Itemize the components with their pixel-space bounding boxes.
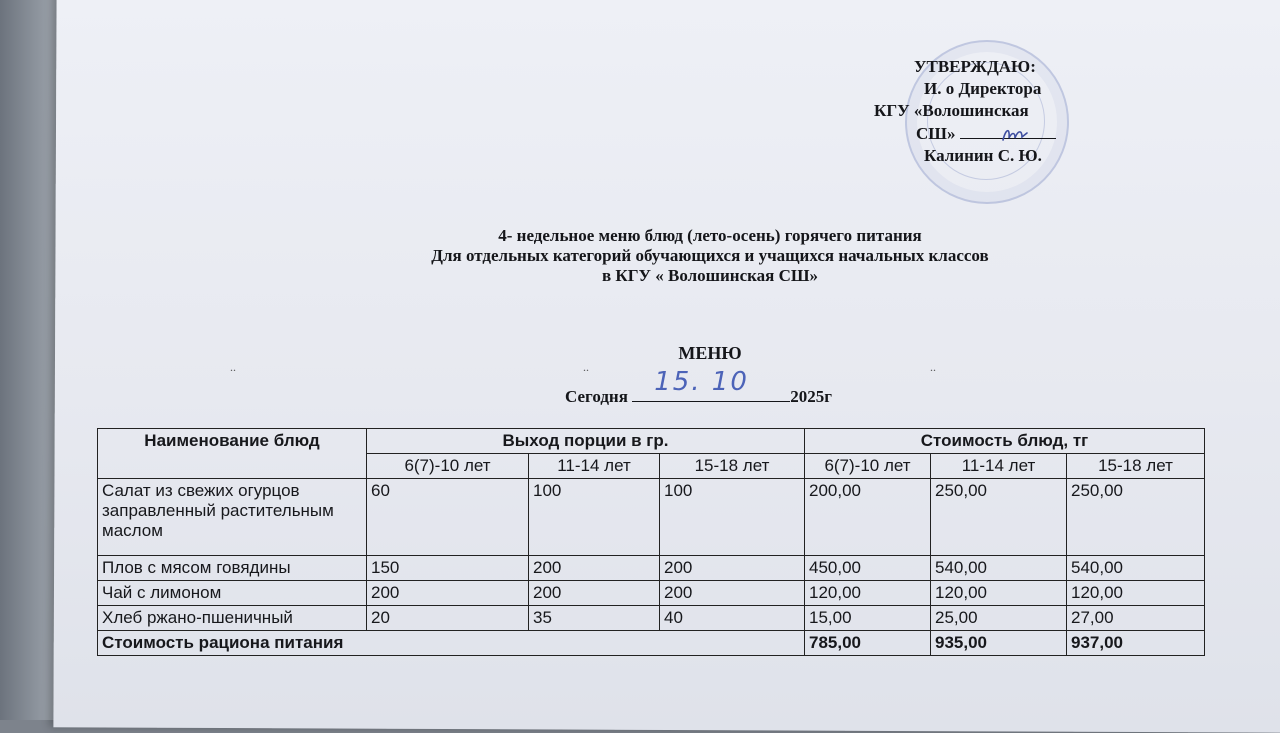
value-cell: 20 <box>367 606 529 631</box>
value-cell: 100 <box>660 479 805 556</box>
value-cell: 540,00 <box>931 556 1067 581</box>
title-line-1: 4- недельное меню блюд (лето-осень) горячего питания <box>498 226 922 245</box>
value-cell: 200 <box>367 581 529 606</box>
value-cell: 200 <box>660 581 805 606</box>
document-title <box>300 226 1120 286</box>
approval-director-name: Калинин С. Ю. <box>924 146 1042 165</box>
value-cell: 15,00 <box>805 606 931 631</box>
age-group-cell: 6(7)-10 лет <box>367 454 529 479</box>
menu-heading: МЕНЮ <box>678 343 742 363</box>
approval-heading: УТВЕРЖДАЮ: <box>914 57 1036 76</box>
total-cost-cell: 937,00 <box>1067 631 1205 656</box>
value-cell: 27,00 <box>1067 606 1205 631</box>
header-portion: Выход порции в гр. <box>367 429 805 454</box>
value-cell: 250,00 <box>931 479 1067 556</box>
header-dish: Наименование блюд <box>98 429 367 479</box>
value-cell: 200 <box>529 581 660 606</box>
approval-organization-cont: СШ» <box>916 124 956 143</box>
age-group-cell: 11-14 лет <box>529 454 660 479</box>
value-cell: 540,00 <box>1067 556 1205 581</box>
table-row <box>98 556 1205 581</box>
speck-mark: .. <box>230 360 236 374</box>
table-header-row <box>98 429 1205 454</box>
total-cost-cell: 785,00 <box>805 631 931 656</box>
handwritten-date: 15. 10 <box>654 367 749 397</box>
header-cost: Стоимость блюд, тг <box>805 429 1205 454</box>
value-cell: 120,00 <box>1067 581 1205 606</box>
total-row <box>98 631 1205 656</box>
approval-organization: КГУ «Волошинская <box>874 101 1029 120</box>
title-line-2: Для отдельных категорий обучающихся и учащихся начальных классов <box>431 246 989 265</box>
value-cell: 100 <box>529 479 660 556</box>
table-row <box>98 479 1205 556</box>
date-blank <box>632 367 790 402</box>
date-year: 2025г <box>790 387 832 406</box>
value-cell: 120,00 <box>805 581 931 606</box>
dish-name: Хлеб ржано-пшеничный <box>98 606 367 631</box>
total-cost-cell: 935,00 <box>931 631 1067 656</box>
speck-mark: .. <box>583 360 589 374</box>
value-cell: 150 <box>367 556 529 581</box>
table-row <box>98 581 1205 606</box>
value-cell: 200 <box>529 556 660 581</box>
dish-name: Плов с мясом говядины <box>98 556 367 581</box>
handwritten-signature <box>1000 124 1030 146</box>
value-cell: 200,00 <box>805 479 931 556</box>
value-cell: 25,00 <box>931 606 1067 631</box>
dish-name: Салат из свежих огурцов заправленный растительным маслом <box>98 479 367 556</box>
age-group-cell: 15-18 лет <box>660 454 805 479</box>
value-cell: 450,00 <box>805 556 931 581</box>
dish-name: Чай с лимоном <box>98 581 367 606</box>
date-line <box>565 367 832 407</box>
age-group-cell: 6(7)-10 лет <box>805 454 931 479</box>
value-cell: 200 <box>660 556 805 581</box>
speck-mark: .. <box>930 360 936 374</box>
table-row <box>98 606 1205 631</box>
today-label: Сегодня <box>565 387 628 406</box>
approval-signature-line <box>916 122 1056 145</box>
title-line-3: в КГУ « Волошинская СШ» <box>601 266 819 285</box>
age-group-cell: 15-18 лет <box>1067 454 1205 479</box>
menu-table <box>97 428 1205 656</box>
value-cell: 35 <box>529 606 660 631</box>
total-label: Стоимость рациона питания <box>98 631 805 656</box>
value-cell: 250,00 <box>1067 479 1205 556</box>
background-surface <box>0 0 60 720</box>
approval-position: И. о Директора <box>924 79 1042 98</box>
value-cell: 60 <box>367 479 529 556</box>
value-cell: 40 <box>660 606 805 631</box>
value-cell: 120,00 <box>931 581 1067 606</box>
age-group-cell: 11-14 лет <box>931 454 1067 479</box>
